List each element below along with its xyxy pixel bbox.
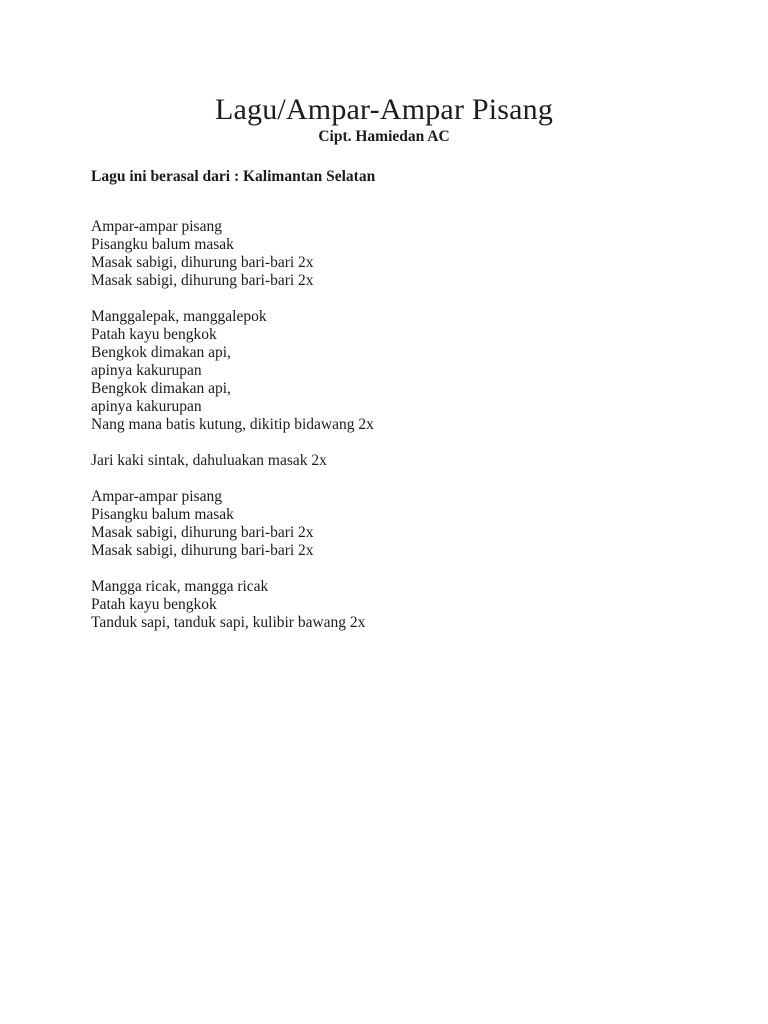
lyric-line: apinya kakurupan bbox=[91, 362, 202, 379]
lyric-line: Masak sabigi, dihurung bari-bari 2x bbox=[91, 524, 314, 541]
lyric-line: Tanduk sapi, tanduk sapi, kulibir bawang 2x bbox=[91, 614, 366, 631]
lyric-line: Masak sabigi, dihurung bari-bari 2x bbox=[91, 542, 314, 559]
stanza-3 bbox=[91, 452, 768, 470]
lyric-line: Jari kaki sintak, dahuluakan masak 2x bbox=[91, 452, 327, 469]
lyric-line: Mangga ricak, mangga ricak bbox=[91, 578, 269, 595]
lyric-line: Patah kayu bengkok bbox=[91, 326, 217, 343]
lyric-line: Manggalepak, manggalepok bbox=[91, 308, 267, 325]
lyric-line: Nang mana batis kutung, dikitip bidawang 2x bbox=[91, 416, 374, 433]
lyric-line: Masak sabigi, dihurung bari-bari 2x bbox=[91, 272, 314, 289]
stanza-4 bbox=[91, 488, 768, 560]
song-title: Lagu/Ampar-Ampar Pisang bbox=[214, 93, 554, 126]
origin-statement: Lagu ini berasal dari : Kalimantan Selatan bbox=[91, 168, 376, 185]
lyric-line: Masak sabigi, dihurung bari-bari 2x bbox=[91, 254, 314, 271]
stanza-1 bbox=[91, 218, 768, 290]
lyrics-body bbox=[91, 218, 768, 632]
composer-credit: Cipt. Hamiedan AC bbox=[318, 128, 450, 145]
stanza-2 bbox=[91, 308, 768, 434]
lyric-line: Patah kayu bengkok bbox=[91, 596, 217, 613]
lyric-line: apinya kakurupan bbox=[91, 398, 202, 415]
lyric-line: Bengkok dimakan api, bbox=[91, 344, 231, 361]
lyric-line: Pisangku balum masak bbox=[91, 236, 234, 253]
stanza-5 bbox=[91, 578, 768, 632]
lyric-line: Bengkok dimakan api, bbox=[91, 380, 231, 397]
lyric-line: Ampar-ampar pisang bbox=[91, 218, 222, 235]
lyric-line: Pisangku balum masak bbox=[91, 506, 234, 523]
lyric-line: Ampar-ampar pisang bbox=[91, 488, 222, 505]
